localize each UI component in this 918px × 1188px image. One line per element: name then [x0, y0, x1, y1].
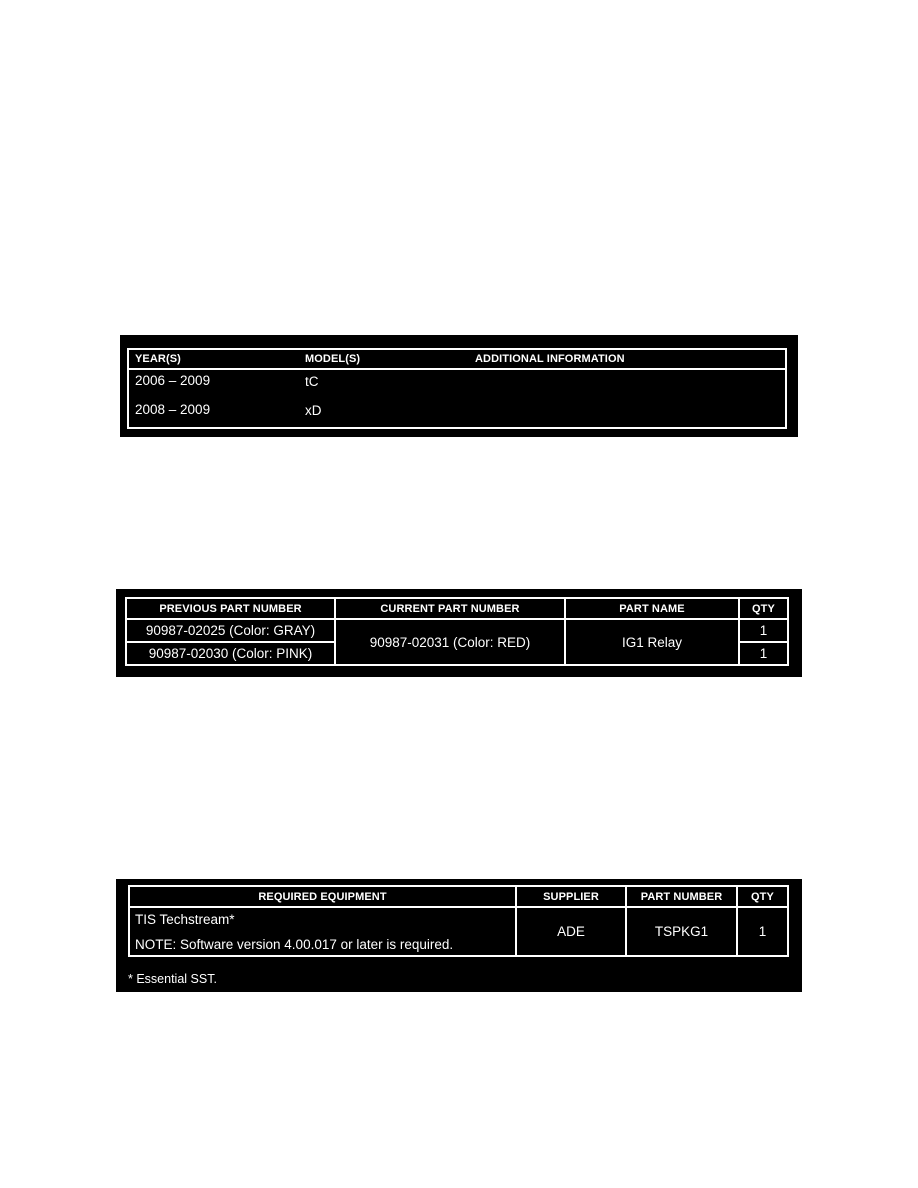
- applicability-header-divider: [127, 368, 787, 370]
- parts-header-previous: PREVIOUS PART NUMBER: [126, 598, 335, 619]
- applicability-row-years: 2008 – 2009: [135, 402, 211, 417]
- part-qty: 1: [739, 642, 788, 665]
- equipment-description: [129, 907, 516, 956]
- applicability-row-years: 2006 – 2009: [135, 373, 211, 388]
- applicability-header-years: YEAR(S): [135, 353, 181, 365]
- equipment-header-qty: QTY: [737, 886, 788, 907]
- equipment-supplier: ADE: [516, 907, 626, 956]
- parts-panel: [116, 589, 802, 677]
- part-qty: 1: [739, 619, 788, 642]
- equipment-header-part-number: PART NUMBER: [626, 886, 737, 907]
- equipment-part-number: TSPKG1: [626, 907, 737, 956]
- previous-part-number: 90987-02025 (Color: GRAY): [126, 619, 335, 642]
- equipment-header-equipment: REQUIRED EQUIPMENT: [129, 886, 516, 907]
- applicability-header-info: ADDITIONAL INFORMATION: [475, 353, 625, 365]
- equipment-item: TIS Techstream*: [135, 912, 235, 927]
- equipment-panel: [116, 879, 802, 992]
- equipment-table: [128, 885, 789, 957]
- equipment-qty: 1: [737, 907, 788, 956]
- applicability-header-models: MODEL(S): [305, 353, 361, 365]
- parts-header-qty: QTY: [739, 598, 788, 619]
- equipment-header-supplier: SUPPLIER: [516, 886, 626, 907]
- parts-header-current: CURRENT PART NUMBER: [335, 598, 565, 619]
- applicability-panel: [120, 335, 798, 437]
- part-name: IG1 Relay: [565, 619, 739, 665]
- current-part-number: 90987-02031 (Color: RED): [335, 619, 565, 665]
- equipment-footnote: * Essential SST.: [128, 972, 217, 986]
- applicability-row-model: xD: [305, 403, 322, 418]
- equipment-note: NOTE: Software version 4.00.017 or later is required.: [135, 937, 454, 952]
- parts-table: [125, 597, 789, 666]
- applicability-table: [127, 348, 787, 429]
- applicability-row-model: tC: [305, 374, 319, 389]
- parts-header-name: PART NAME: [565, 598, 739, 619]
- previous-part-number: 90987-02030 (Color: PINK): [126, 642, 335, 665]
